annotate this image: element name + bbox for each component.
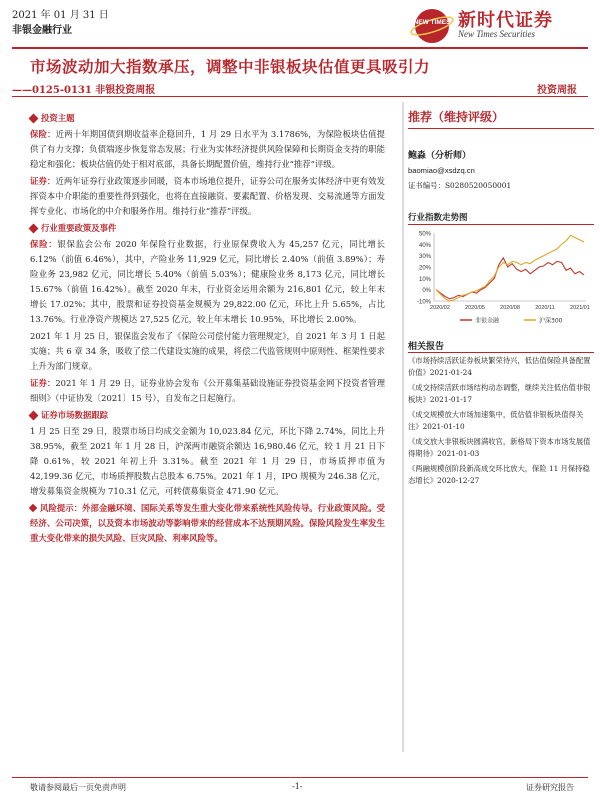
rating: 推荐（维持评级） <box>408 110 505 124</box>
x-tick-label: 2020/05 <box>465 305 485 311</box>
footer-disclaimer[interactable]: 敬请参阅最后一页免责声明 <box>30 783 126 792</box>
related-rule <box>408 352 594 353</box>
paragraph: 2021 年 1 月 25 日，银保监会发布了《保险公司偿付能力管理规定》，自 2021 年 3 月 1 日起实施；共 6 章 34 条，吸收了偿二代建设实施的成果，将偿二代监管规则中原则性、框架性要求上升为部门规章。 <box>30 331 385 371</box>
section-heading-market: 证券市场数据跟踪 <box>30 408 385 423</box>
y-tick-label: 0% <box>422 288 431 295</box>
x-tick-label: 2021/01 <box>570 305 590 311</box>
x-tick-label: 2020/02 <box>430 305 450 311</box>
bullet-icon <box>29 411 39 421</box>
paragraph: 证券：2021 年 1 月 29 日，证券业协会发布《公开募集基础设施证券投资基金网下投资者管理细则》（中证协发〔2021〕15 号），自发布之日起施行。 <box>30 378 385 403</box>
y-tick-label: 50% <box>418 231 431 238</box>
analyst-email[interactable]: baomiao@xsdzq.cn <box>408 166 475 175</box>
section-heading-theme: 投资主题 <box>30 111 385 126</box>
legend-label: 非银金融 <box>475 317 500 325</box>
report-date: 2021 年 01 月 31 日 <box>12 10 109 21</box>
related-title: 相关报告 <box>408 342 445 352</box>
y-tick-label: 20% <box>418 265 431 272</box>
index-trend-chart <box>408 227 594 327</box>
header-rule <box>12 47 588 49</box>
report-title: 市场波动加大指数承压，调整中非银板块估值更具吸引力 <box>30 57 431 76</box>
chart-rule <box>408 224 594 225</box>
y-tick-label: 10% <box>418 276 431 283</box>
related-report-link[interactable]: 《成交放大非银板块圆满收官，新格局下资本市场发展值得期待》2021-01-03 <box>408 437 591 458</box>
section-heading-policy: 行业重要政策及事件 <box>30 221 385 236</box>
related-report-link[interactable]: 《成交规模放大市场加速集中，低估值非银板块值得关注》2021-01-10 <box>408 410 584 431</box>
y-tick-label: 40% <box>418 242 431 249</box>
sector-label: 非银金融行业 <box>12 25 72 36</box>
legend-label: 沪深300 <box>539 317 563 325</box>
logo-text-cn: 新时代证券 <box>458 10 553 31</box>
risk-warning: 风险提示：外部金融环境、国际关系等发生重大变化带来系统性风险传导。行业政策风险。受经济、公司决策，以及资本市场波动等影响带来的经营成本不达预期风险。保险风险发生率发生重大变化带来的损失风险、巨灾风险、利率风险等。 <box>30 503 385 543</box>
paragraph: 证券：近两年证券行业政策逐步回暖，资本市场地位提升，证券公司在服务实体经济中更有效发挥资本中介职能的重要性得到强化，也将在直接融资、要素配置、价格发现、交易流通等方面发挥专业化、市场化的中介和服务作用。维持行业“推荐”评级。 <box>30 176 386 216</box>
analyst-name: 鲍淼（分析师） <box>408 151 472 161</box>
svg-text:NEW TIMES: NEW TIMES <box>413 19 451 26</box>
x-tick-label: 2020/11 <box>535 305 555 311</box>
report-type: 投资周报 <box>537 85 577 96</box>
main-content <box>30 110 385 548</box>
bullet-icon <box>29 114 39 124</box>
y-tick-label: 30% <box>418 254 431 261</box>
report-subtitle: ——0125-0131 非银投资周报 <box>12 85 156 96</box>
related-list <box>408 355 594 490</box>
footer-label: 证券研究报告 <box>526 783 574 792</box>
analyst-cert: 证书编号：S0280520050001 <box>408 181 512 190</box>
paragraph: 保险：近两十年期国债到期收益率企稳回升，1 月 29 日水平为 3.1786%，为保险板块估值提供了有力支撑；负债端逐步恢复常态发展；行业为实体经济提供风险保障和长期资金支持的职能稳定和强化；板块估值仍处于相对底部，具备长期配置价值，维持行业“推荐”评级。 <box>30 129 386 169</box>
x-tick-label: 2020/08 <box>500 305 520 311</box>
series-line-0 <box>436 258 584 299</box>
related-report-link[interactable]: 《两融规模创阶段新高成交环比放大，保险 11 月保持稳态增长》2020-12-27 <box>408 464 590 485</box>
sidebar-divider <box>402 102 404 752</box>
subtitle-rule <box>12 96 588 97</box>
bullet-icon <box>29 224 39 234</box>
logo-mark-icon <box>408 6 458 48</box>
rating-rule <box>408 128 594 129</box>
bullet-icon <box>29 504 37 512</box>
logo-text-en: New Times Securities <box>458 29 535 39</box>
related-report-link[interactable]: 《市场持续活跃证券板块繁荣待兴，低估值保险具备配置价值》2021-01-24 <box>408 356 591 377</box>
paragraph: 1 月 25 日至 29 日，股票市场日均成交金额为 10,023.84 亿元，环比下降 2.74%，同比上升 38.95%，截至 2021 年 1 月 28 日，沪深两市融资余额达 16,980.46 亿元，较 1 月 21 日下降 0.61%，较 2021 年初上升 3.31%。截至 2021 年 1 月 29 日，市场质押市值为 42,199.36 亿元，市场质押股数占总股本 6.75%。2021 年 1 月，IPO 规模为 246.38 亿元，增发募集资金规模为 710.31 亿元，可转债募集资金 471.90 亿元。 <box>30 426 385 496</box>
footer-rule <box>12 777 588 778</box>
series-line-1 <box>436 235 584 301</box>
page-number: -1- <box>292 782 303 791</box>
y-tick-label: -10% <box>416 299 431 306</box>
chart-title: 行业指数走势图 <box>408 213 468 223</box>
paragraph: 保险：银保监会公布 2020 年保险行业数据，行业原保费收入为 45,257 亿元，同比增长 6.12%（前值 6.46%），其中，产险业务 11,929 亿元，同比增长 2.40%（前值 3.89%）；寿险业务 23,982 亿元，同比增长 5.40%（前值 5.03%）；健康险业务 8,173 亿元，同比增长 15.67%（前值 16.42%）。截至 2020 年末，行业资金运用余额为 216,801 亿元，较上年末增长 17.02%；其中，股票和证券投资基金规模为 29,822.00 亿元，环比上升 5.65%，占比 13.76%。行业净资产规模达 27,525 亿元，较上年末增长 10.95%，环比增长 2.00%。 <box>30 239 386 324</box>
related-report-link[interactable]: 《成交持续活跃市场结构动态调整，继续关注低估值非银板块》2021-01-17 <box>408 383 591 404</box>
